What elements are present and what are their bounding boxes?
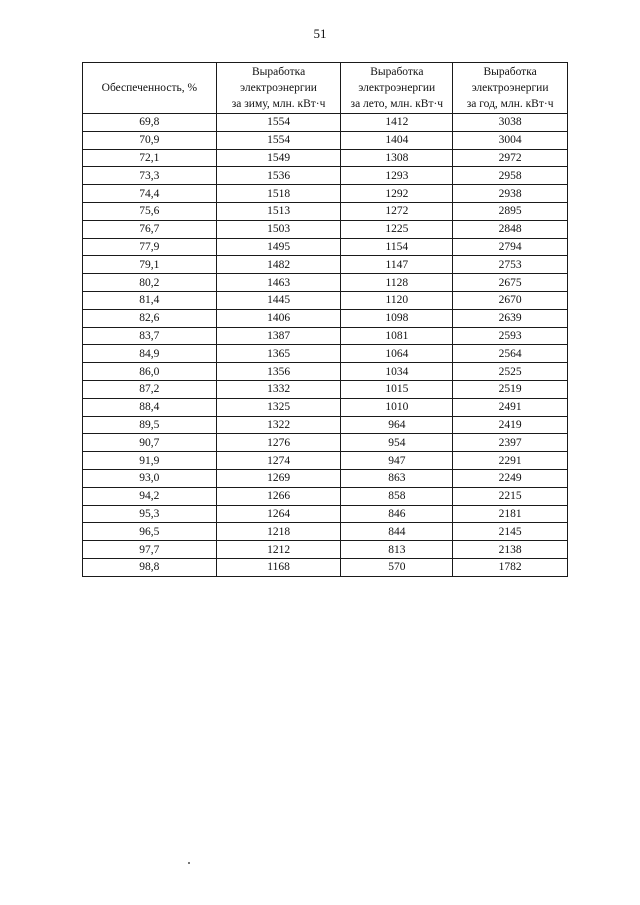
page-number: 51 xyxy=(313,26,327,41)
table-row xyxy=(83,452,568,470)
header-line: электроэнергии xyxy=(471,82,549,94)
cell-annual: 2519 xyxy=(453,380,568,398)
energy-output-table xyxy=(82,62,568,577)
cell-summer: 1147 xyxy=(341,256,453,274)
header-line: электроэнергии xyxy=(240,82,317,94)
cell-availability: 81,4 xyxy=(83,291,217,309)
table-row xyxy=(83,202,568,220)
cell-annual: 2249 xyxy=(453,469,568,487)
cell-availability: 73,3 xyxy=(83,167,217,185)
table-header-row xyxy=(83,63,568,114)
cell-annual: 3004 xyxy=(453,131,568,149)
cell-availability: 74,4 xyxy=(83,185,217,203)
table-row xyxy=(83,345,568,363)
cell-summer: 863 xyxy=(341,469,453,487)
header-line: за лето, млн. кВт·ч xyxy=(350,98,444,110)
cell-annual: 2675 xyxy=(453,274,568,292)
cell-summer: 813 xyxy=(341,541,453,559)
cell-availability: 84,9 xyxy=(83,345,217,363)
cell-annual: 2753 xyxy=(453,256,568,274)
cell-winter: 1212 xyxy=(216,541,341,559)
cell-annual: 2145 xyxy=(453,523,568,541)
cell-summer: 1154 xyxy=(341,238,453,256)
header-availability xyxy=(83,63,217,114)
cell-summer: 1120 xyxy=(341,291,453,309)
cell-winter: 1503 xyxy=(216,220,341,238)
cell-winter: 1554 xyxy=(216,131,341,149)
cell-availability: 83,7 xyxy=(83,327,217,345)
cell-annual: 2670 xyxy=(453,291,568,309)
cell-summer: 1272 xyxy=(341,202,453,220)
cell-summer: 1293 xyxy=(341,167,453,185)
table-row xyxy=(83,505,568,523)
cell-summer: 1098 xyxy=(341,309,453,327)
header-summer-output xyxy=(341,63,453,114)
cell-annual: 2525 xyxy=(453,363,568,381)
cell-availability: 86,0 xyxy=(83,363,217,381)
table-row xyxy=(83,416,568,434)
cell-annual: 2397 xyxy=(453,434,568,452)
cell-winter: 1495 xyxy=(216,238,341,256)
cell-availability: 96,5 xyxy=(83,523,217,541)
cell-availability: 76,7 xyxy=(83,220,217,238)
cell-summer: 954 xyxy=(341,434,453,452)
cell-availability: 77,9 xyxy=(83,238,217,256)
cell-availability: 93,0 xyxy=(83,469,217,487)
header-line: Выработка xyxy=(370,66,424,78)
table-row xyxy=(83,327,568,345)
cell-winter: 1276 xyxy=(216,434,341,452)
cell-winter: 1264 xyxy=(216,505,341,523)
cell-winter: 1332 xyxy=(216,380,341,398)
table-row xyxy=(83,185,568,203)
cell-availability: 79,1 xyxy=(83,256,217,274)
cell-winter: 1445 xyxy=(216,291,341,309)
cell-annual: 2419 xyxy=(453,416,568,434)
cell-availability: 91,9 xyxy=(83,452,217,470)
cell-winter: 1406 xyxy=(216,309,341,327)
cell-summer: 570 xyxy=(341,558,453,576)
cell-annual: 2958 xyxy=(453,167,568,185)
cell-winter: 1168 xyxy=(216,558,341,576)
cell-availability: 97,7 xyxy=(83,541,217,559)
cell-winter: 1274 xyxy=(216,452,341,470)
cell-annual: 2593 xyxy=(453,327,568,345)
cell-winter: 1549 xyxy=(216,149,341,167)
cell-winter: 1554 xyxy=(216,114,341,132)
cell-availability: 88,4 xyxy=(83,398,217,416)
cell-summer: 947 xyxy=(341,452,453,470)
cell-annual: 2794 xyxy=(453,238,568,256)
table-row xyxy=(83,398,568,416)
cell-annual: 2639 xyxy=(453,309,568,327)
header-line: Выработка xyxy=(483,66,537,78)
cell-winter: 1322 xyxy=(216,416,341,434)
header-line: Обеспеченность, % xyxy=(101,82,198,94)
cell-annual: 2291 xyxy=(453,452,568,470)
cell-winter: 1463 xyxy=(216,274,341,292)
cell-winter: 1513 xyxy=(216,202,341,220)
cell-availability: 69,8 xyxy=(83,114,217,132)
table-row xyxy=(83,274,568,292)
cell-annual: 2972 xyxy=(453,149,568,167)
table-row xyxy=(83,256,568,274)
cell-summer: 846 xyxy=(341,505,453,523)
header-annual-output xyxy=(453,63,568,114)
cell-annual: 2491 xyxy=(453,398,568,416)
cell-availability: 75,6 xyxy=(83,202,217,220)
cell-winter: 1518 xyxy=(216,185,341,203)
table-row xyxy=(83,434,568,452)
cell-summer: 1292 xyxy=(341,185,453,203)
cell-winter: 1218 xyxy=(216,523,341,541)
header-line: Выработка xyxy=(251,66,306,78)
cell-summer: 1010 xyxy=(341,398,453,416)
cell-availability: 89,5 xyxy=(83,416,217,434)
cell-annual: 2215 xyxy=(453,487,568,505)
cell-availability: 95,3 xyxy=(83,505,217,523)
table-row xyxy=(83,523,568,541)
table-row xyxy=(83,380,568,398)
cell-availability: 70,9 xyxy=(83,131,217,149)
table-row xyxy=(83,487,568,505)
cell-winter: 1269 xyxy=(216,469,341,487)
cell-annual: 2564 xyxy=(453,345,568,363)
cell-availability: 72,1 xyxy=(83,149,217,167)
cell-annual: 2938 xyxy=(453,185,568,203)
table-row xyxy=(83,238,568,256)
cell-availability: 82,6 xyxy=(83,309,217,327)
cell-winter: 1482 xyxy=(216,256,341,274)
table-row xyxy=(83,541,568,559)
header-line: за год, млн. кВт·ч xyxy=(466,98,554,110)
table-row xyxy=(83,220,568,238)
table-row xyxy=(83,131,568,149)
table-row xyxy=(83,363,568,381)
cell-annual: 2181 xyxy=(453,505,568,523)
cell-summer: 1081 xyxy=(341,327,453,345)
cell-winter: 1365 xyxy=(216,345,341,363)
table-row xyxy=(83,149,568,167)
cell-availability: 94,2 xyxy=(83,487,217,505)
cell-summer: 1015 xyxy=(341,380,453,398)
header-line: электроэнергии xyxy=(358,82,436,94)
scan-speck xyxy=(188,862,190,864)
cell-annual: 1782 xyxy=(453,558,568,576)
table-row xyxy=(83,558,568,576)
cell-availability: 98,8 xyxy=(83,558,217,576)
cell-summer: 1064 xyxy=(341,345,453,363)
cell-summer: 844 xyxy=(341,523,453,541)
cell-summer: 1404 xyxy=(341,131,453,149)
header-line: за зиму, млн. кВт·ч xyxy=(231,98,326,110)
cell-annual: 3038 xyxy=(453,114,568,132)
cell-summer: 964 xyxy=(341,416,453,434)
table-row xyxy=(83,309,568,327)
cell-summer: 1412 xyxy=(341,114,453,132)
header-winter-output xyxy=(216,63,341,114)
cell-availability: 87,2 xyxy=(83,380,217,398)
cell-annual: 2895 xyxy=(453,202,568,220)
cell-winter: 1325 xyxy=(216,398,341,416)
cell-annual: 2138 xyxy=(453,541,568,559)
cell-summer: 858 xyxy=(341,487,453,505)
cell-summer: 1308 xyxy=(341,149,453,167)
table-row xyxy=(83,114,568,132)
cell-winter: 1266 xyxy=(216,487,341,505)
cell-summer: 1128 xyxy=(341,274,453,292)
cell-availability: 90,7 xyxy=(83,434,217,452)
table-row xyxy=(83,469,568,487)
cell-annual: 2848 xyxy=(453,220,568,238)
table-body xyxy=(83,114,568,577)
table-row xyxy=(83,291,568,309)
table-row xyxy=(83,167,568,185)
cell-winter: 1536 xyxy=(216,167,341,185)
cell-summer: 1034 xyxy=(341,363,453,381)
cell-availability: 80,2 xyxy=(83,274,217,292)
cell-winter: 1356 xyxy=(216,363,341,381)
cell-winter: 1387 xyxy=(216,327,341,345)
cell-summer: 1225 xyxy=(341,220,453,238)
